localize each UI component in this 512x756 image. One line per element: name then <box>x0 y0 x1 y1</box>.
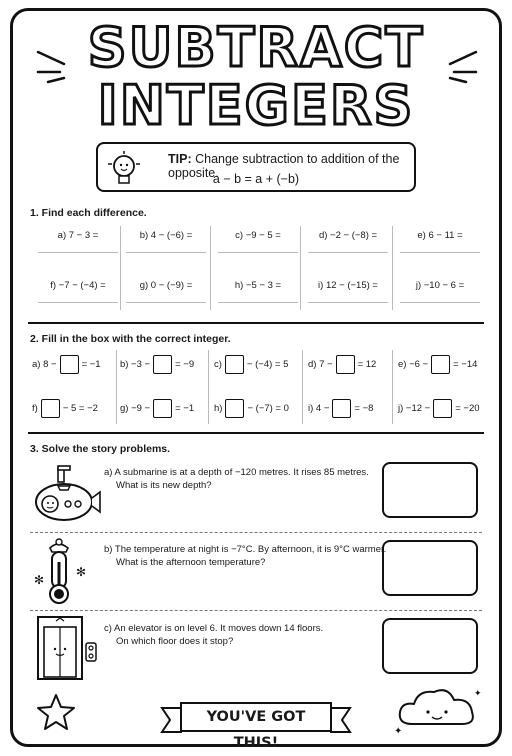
question-suffix: = −20 <box>455 402 480 414</box>
difference-question: f) −7 − (−4) = <box>50 280 106 291</box>
column-divider <box>302 350 303 424</box>
column-divider <box>116 350 117 424</box>
answer-box[interactable] <box>225 355 244 374</box>
story-question: What is the afternoon temperature? <box>116 557 266 568</box>
answer-line[interactable] <box>218 302 298 303</box>
question-suffix: = −1 <box>81 358 101 370</box>
answer-box[interactable] <box>153 355 172 374</box>
difference-question: e) 6 − 11 = <box>417 230 463 241</box>
svg-text:✦: ✦ <box>394 726 403 736</box>
story-question: On which floor does it stop? <box>116 636 234 647</box>
fill-in-question <box>32 397 98 419</box>
tip-box <box>96 142 416 192</box>
tip-rule: Change subtraction to addition of the opposite. <box>168 152 400 180</box>
section-divider-1 <box>28 322 484 324</box>
column-divider <box>120 226 121 310</box>
question-suffix: − (−4) = 5 <box>246 358 289 370</box>
fill-in-question <box>398 353 477 375</box>
question-prefix: a) 8 − <box>32 358 57 370</box>
answer-box[interactable] <box>433 399 452 418</box>
elevator-icon <box>34 615 100 683</box>
answer-line[interactable] <box>308 302 388 303</box>
tip-label: TIP: <box>168 152 192 166</box>
story-line-1: b) The temperature at night is −7°C. By afternoon, it is 9°C warmer. <box>104 544 387 555</box>
question-suffix: = −9 <box>175 358 195 370</box>
column-divider <box>300 226 301 310</box>
fill-in-question <box>308 397 373 419</box>
story-problem <box>104 466 369 492</box>
fill-in-question <box>308 353 376 375</box>
answer-line[interactable] <box>218 252 298 253</box>
story-line-1: c) An elevator is on level 6. It moves down 14 floors. <box>104 623 324 634</box>
question-suffix: = −14 <box>453 358 478 370</box>
story-answer-box[interactable] <box>382 540 478 596</box>
fill-in-question <box>120 353 194 375</box>
difference-question: j) −10 − 6 = <box>415 280 465 291</box>
answer-line[interactable] <box>126 302 206 303</box>
encouragement-banner: YOU'VE GOT THIS! <box>180 702 332 732</box>
story-divider-1 <box>30 532 482 533</box>
question-prefix: i) 4 − <box>308 402 330 414</box>
fill-in-question <box>120 397 194 419</box>
answer-box[interactable] <box>153 399 172 418</box>
answer-box[interactable] <box>225 399 244 418</box>
difference-question: i) 12 − (−15) = <box>318 280 378 291</box>
fill-in-question <box>398 397 480 419</box>
difference-question: c) −9 − 5 = <box>235 230 281 241</box>
answer-box[interactable] <box>60 355 79 374</box>
question-suffix: = 12 <box>357 358 377 370</box>
question-prefix: d) 7 − <box>308 358 333 370</box>
story-line-1: a) A submarine is at a depth of −120 metres. It rises 85 metres. <box>104 467 369 478</box>
section-1-title: 1. Find each difference. <box>30 207 147 219</box>
fill-in-question <box>214 397 289 419</box>
question-prefix: h) <box>214 402 223 414</box>
star-icon <box>36 692 76 732</box>
question-suffix: − (−7) = 0 <box>247 402 289 414</box>
answer-box[interactable] <box>41 399 60 418</box>
fill-in-question <box>32 353 101 375</box>
answer-line[interactable] <box>126 252 206 253</box>
fill-in-question <box>214 353 288 375</box>
story-divider-2 <box>30 610 482 611</box>
title-line-2: INTEGERS <box>97 74 415 137</box>
title-line-1: SUBTRACT <box>87 16 425 79</box>
tip-formula: a − b = a + (−b) <box>212 172 300 186</box>
section-3-title: 3. Solve the story problems. <box>30 443 171 455</box>
cloud-icon <box>392 684 484 736</box>
column-divider <box>208 350 209 424</box>
question-prefix: f) <box>32 402 38 414</box>
answer-line[interactable] <box>400 302 480 303</box>
column-divider <box>392 350 393 424</box>
svg-text:✻: ✻ <box>34 573 45 587</box>
difference-question: b) 4 − (−6) = <box>139 230 193 241</box>
story-problem <box>104 622 323 648</box>
section-2-title: 2. Fill in the box with the correct integer. <box>30 333 231 345</box>
difference-question: h) −5 − 3 = <box>234 280 282 291</box>
story-answer-box[interactable] <box>382 462 478 518</box>
submarine-icon <box>28 460 102 528</box>
difference-question: g) 0 − (−9) = <box>139 280 193 291</box>
answer-line[interactable] <box>38 252 118 253</box>
difference-question: a) 7 − 3 = <box>57 230 99 241</box>
answer-line[interactable] <box>400 252 480 253</box>
question-suffix: = −1 <box>175 402 195 414</box>
thermometer-icon <box>28 538 102 606</box>
svg-text:✻: ✻ <box>76 565 87 579</box>
question-prefix: g) −9 − <box>120 402 151 414</box>
story-answer-box[interactable] <box>382 618 478 674</box>
answer-line[interactable] <box>38 302 118 303</box>
answer-line[interactable] <box>308 252 388 253</box>
column-divider <box>210 226 211 310</box>
story-question: What is its new depth? <box>116 480 212 491</box>
difference-question: d) −2 − (−8) = <box>318 230 378 241</box>
question-prefix: c) <box>214 358 222 370</box>
column-divider <box>392 226 393 310</box>
answer-box[interactable] <box>431 355 450 374</box>
question-suffix: − 5 = −2 <box>62 402 98 414</box>
story-problem <box>104 543 386 569</box>
question-suffix: = −8 <box>354 402 374 414</box>
section-divider-2 <box>28 432 484 434</box>
question-prefix: e) −6 − <box>398 358 429 370</box>
question-prefix: j) −12 − <box>398 402 431 414</box>
answer-box[interactable] <box>336 355 355 374</box>
question-prefix: b) −3 − <box>120 358 151 370</box>
answer-box[interactable] <box>332 399 351 418</box>
svg-text:✦: ✦ <box>474 689 482 699</box>
